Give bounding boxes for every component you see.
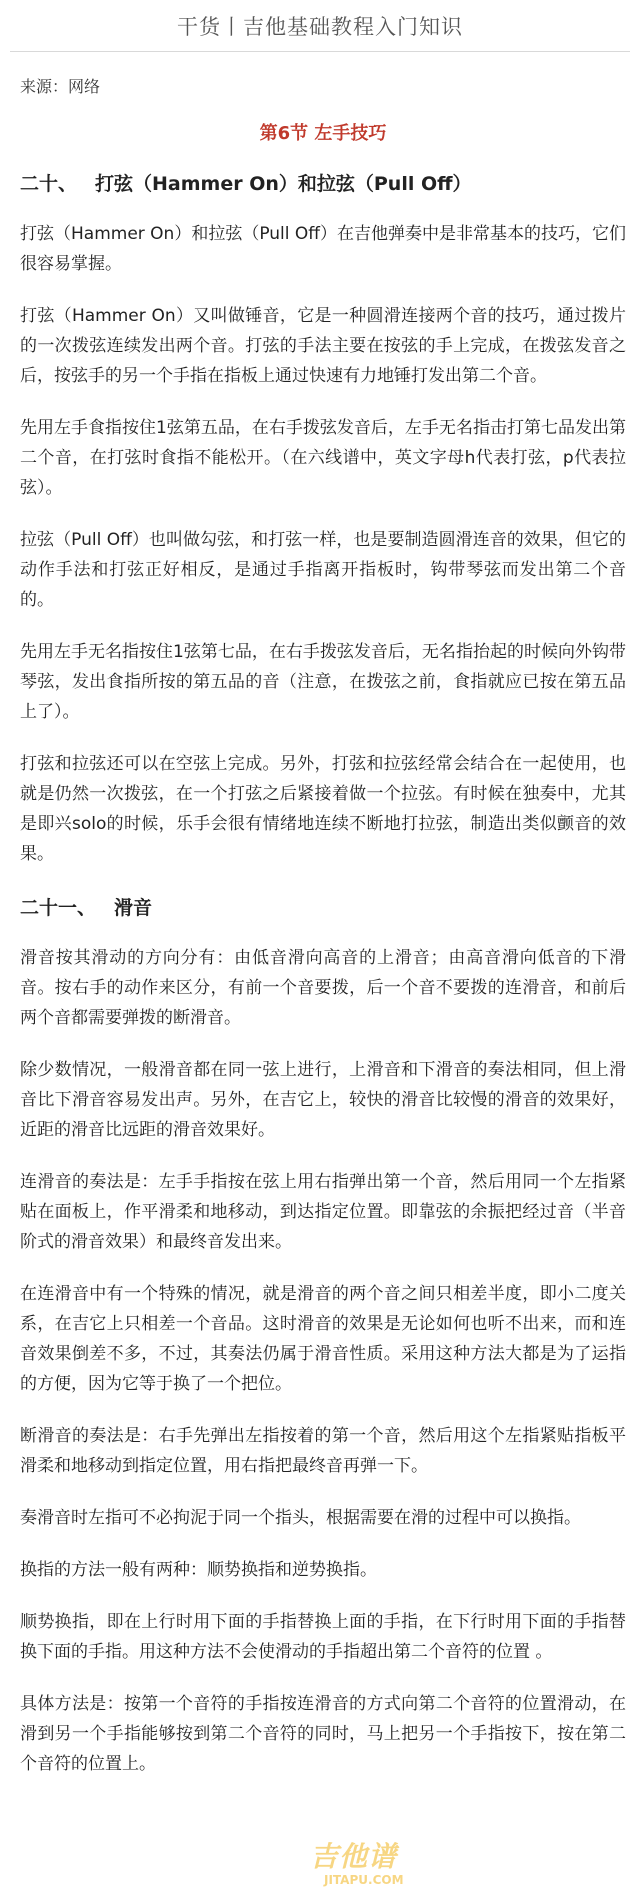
paragraph: 在连滑音中有一个特殊的情况，就是滑音的两个音之间只相差半度，即小二度关系，在吉它上只相差一个音品。这时滑音的效果是无论如何也听不出来，而和连音效果倒差不多，不过，其奏法仍属于滑音性质。采用这种方法大都是为了运指的方便，因为它等于换了一个把位。: [20, 1284, 626, 1394]
watermark-subtext: JITAPU.COM: [324, 1873, 404, 1887]
paragraph: 打弦（Hammer On）又叫做锤音，它是一种圆滑连接两个音的技巧，通过拨片的一次拨弦连续发出两个音。打弦的手法主要在按弦的手上完成，在拨弦发音之后，按弦手的另一个手指在指板上通过快速有力地锤打发出第二个音。: [20, 306, 626, 386]
watermark-text: 吉他谱: [310, 1840, 398, 1873]
section-hammer-pull: [20, 167, 626, 869]
source-line: 来源：网络: [20, 77, 101, 96]
paragraph: 先用左手食指按住1弦第五品，在右手拨弦发音后，左手无名指击打第七品发出第二个音，在打弦时食指不能松开。（在六线谱中，英文字母h代表打弦，p代表拉弦）。: [20, 418, 626, 498]
paragraph: 打弦和拉弦还可以在空弦上完成。另外，打弦和拉弦经常会结合在一起使用，也就是仍然一次拨弦，在一个打弦之后紧接着做一个拉弦。有时候在独奏中，尤其是即兴solo的时候，乐手会很有情绪地连续不断地打拉弦，制造出类似颤音的效果。: [20, 754, 626, 864]
page-title: 干货丨吉他基础教程入门知识: [177, 14, 463, 39]
section-number: 二十、: [20, 173, 78, 195]
paragraph: 断滑音的奏法是：右手先弹出左指按着的第一个音，然后用这个左指紧贴指板平滑柔和地移动到指定位置，用右指把最终音再弹一下。: [20, 1426, 626, 1476]
article-body: [0, 52, 640, 1779]
section-heading-text: 滑音: [114, 897, 153, 919]
paragraph: 先用左手无名指按住1弦第七品，在右手拨弦发音后，无名指抬起的时候向外钩带琴弦，发出食指所按的第五品的音（注意，在拨弦之前，食指就应已按在第五品上了）。: [20, 642, 626, 722]
paragraph: 顺势换指，即在上行时用下面的手指替换上面的手指，在下行时用下面的手指替换下面的手指。用这种方法不会使滑动的手指超出第二个音符的位置 。: [20, 1612, 626, 1662]
paragraph: 除少数情况，一般滑音都在同一弦上进行，上滑音和下滑音的奏法相同，但上滑音比下滑音容易发出声。另外，在吉它上，较快的滑音比较慢的滑音的效果好，近距的滑音比远距的滑音效果好。: [20, 1060, 626, 1140]
paragraph: 打弦（Hammer On）和拉弦（Pull Off）在吉他弹奏中是非常基本的技巧，它们很容易掌握。: [20, 224, 626, 274]
section-title: 第6节 左手技巧: [259, 123, 387, 144]
section-heading-text: 打弦（Hammer On）和拉弦（Pull Off）: [95, 173, 472, 195]
section-slide: [20, 891, 626, 1779]
section-heading: [20, 891, 626, 925]
paragraph: 连滑音的奏法是：左手手指按在弦上用右指弹出第一个音，然后用同一个左指紧贴在面板上，作平滑柔和地移动，到达指定位置。即靠弦的余振把经过音（半音阶式的滑音效果）和最终音发出来。: [20, 1172, 626, 1252]
section-heading: [20, 167, 626, 201]
paragraph: 拉弦（Pull Off）也叫做勾弦，和打弦一样，也是要制造圆滑连音的效果，但它的动作手法和打弦正好相反，是通过手指离开指板时，钩带琴弦而发出第二个音的。: [20, 530, 626, 610]
paragraph: 滑音按其滑动的方向分有：由低音滑向高音的上滑音；由高音滑向低音的下滑音。按右手的动作来区分，有前一个音要拨，后一个音不要拨的连滑音，和前后两个音都需要弹拨的断滑音。: [20, 948, 626, 1028]
page-header: [10, 0, 630, 52]
section-number: 二十一、: [20, 897, 97, 919]
watermark-logo: [310, 1835, 430, 1895]
paragraph: 换指的方法一般有两种：顺势换指和逆势换指。: [20, 1560, 377, 1580]
paragraph: 具体方法是：按第一个音符的手指按连滑音的方式向第二个音符的位置滑动，在滑到另一个手指能够按到第二个音符的同时，马上把另一个手指按下，按在第二个音符的位置上。: [20, 1694, 626, 1774]
paragraph: 奏滑音时左指可不必拘泥于同一个指头，根据需要在滑的过程中可以换指。: [20, 1508, 581, 1528]
